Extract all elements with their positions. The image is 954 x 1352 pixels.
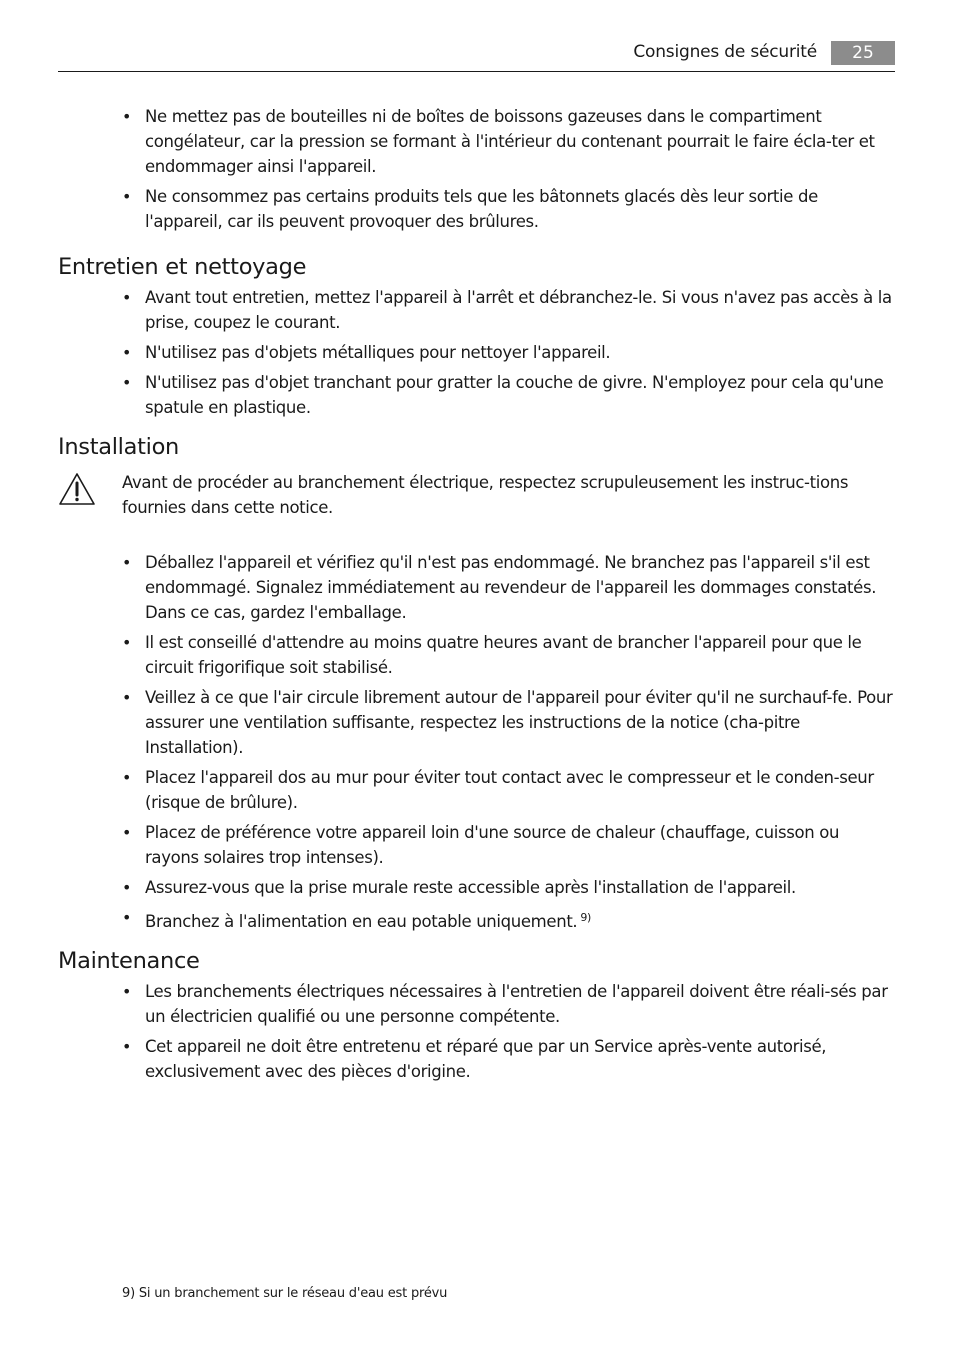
list-item: [58, 1034, 895, 1084]
list-item: [58, 104, 895, 179]
warning-triangle-icon: [58, 472, 96, 506]
footnote: 9) Si un branchement sur le réseau d'eau est prévu: [122, 1286, 448, 1301]
list-item-text: Les branchements électriques nécessaires à l'entretien de l'appareil doivent être réali-sés par un électricien qualifié ou une personne compétente.: [145, 982, 888, 1026]
list-item: [58, 340, 895, 365]
bullet-icon: •: [122, 633, 132, 652]
list-item: [58, 905, 895, 934]
list-item: [58, 184, 895, 234]
entretien-bullet-list: [58, 285, 895, 420]
section-heading-maintenance: Maintenance: [58, 948, 200, 974]
list-item-text: N'utilisez pas d'objets métalliques pour nettoyer l'appareil.: [145, 343, 611, 362]
installation-bullet-list: [58, 550, 895, 934]
bullet-icon: •: [122, 373, 132, 392]
bullet-icon: •: [122, 553, 132, 572]
list-item-text: Ne consommez pas certains produits tels que les bâtonnets glacés dès leur sortie de l'appareil, car ils peuvent provoquer des brûlures.: [145, 187, 818, 231]
warning-text: Avant de procéder au branchement électrique, respectez scrupuleusement les instruc-tions fournies dans cette notice.: [122, 473, 849, 517]
list-item: [58, 875, 895, 900]
list-item: [58, 370, 895, 420]
list-item-text: Cet appareil ne doit être entretenu et réparé que par un Service après-vente autorisé, exclusivement avec des pièces d'origine.: [145, 1037, 827, 1081]
bullet-icon: •: [122, 107, 132, 126]
bullet-icon: •: [122, 982, 132, 1001]
section-heading-installation: Installation: [58, 434, 180, 460]
list-item: [58, 685, 895, 760]
list-item-text: Ne mettez pas de bouteilles ni de boîtes de boissons gazeuses dans le compartiment congélateur, car la pression se formant à l'intérieur du contenant pourrait le faire écla-ter et endommager ainsi l'appareil.: [145, 107, 875, 176]
list-item: [58, 820, 895, 870]
footnote-reference: 9): [580, 911, 591, 924]
list-item-text: Placez l'appareil dos au mur pour éviter tout contact avec le compresseur et le conden-seur (risque de brûlure).: [145, 768, 874, 812]
header-title: Consignes de sécurité: [633, 42, 817, 62]
list-item-text: Assurez-vous que la prise murale reste accessible après l'installation de l'appareil.: [145, 878, 796, 897]
bullet-icon: •: [122, 878, 132, 897]
list-item: [58, 550, 895, 625]
list-item-text: Déballez l'appareil et vérifiez qu'il n'est pas endommagé. Ne branchez pas l'appareil s'il est endommagé. Signalez immédiatement au revendeur de l'appareil les dommages constatés. Dans ce cas, gardez l'emballage.: [145, 553, 877, 622]
section-heading-entretien: Entretien et nettoyage: [58, 254, 307, 280]
bullet-icon: •: [122, 187, 132, 206]
list-item-text: Veillez à ce que l'air circule librement autour de l'appareil pour éviter qu'il ne surchauf-fe. Pour assurer une ventilation suffisante, respectez les instructions de la notice (cha-pitre Installation).: [145, 688, 893, 757]
bullet-icon: •: [122, 908, 132, 927]
page-header: [58, 40, 895, 72]
list-item-text: N'utilisez pas d'objet tranchant pour gratter la couche de givre. N'employez pour cela qu'une spatule en plastique.: [145, 373, 884, 417]
list-item: [58, 979, 895, 1029]
maintenance-bullet-list: [58, 979, 895, 1084]
list-item: [58, 630, 895, 680]
bullet-icon: •: [122, 1037, 132, 1056]
bullet-icon: •: [122, 343, 132, 362]
list-item: [58, 765, 895, 815]
list-item-text: Branchez à l'alimentation en eau potable uniquement.: [145, 912, 578, 931]
bullet-icon: •: [122, 288, 132, 307]
intro-bullet-list: [58, 104, 895, 234]
page-content: [58, 104, 895, 1089]
list-item-text: Avant tout entretien, mettez l'appareil à l'arrêt et débranchez-le. Si vous n'avez pas accès à la prise, coupez le courant.: [145, 288, 892, 332]
bullet-icon: •: [122, 768, 132, 787]
warning-note: [58, 470, 895, 520]
list-item: [58, 285, 895, 335]
list-item-text: Il est conseillé d'attendre au moins quatre heures avant de brancher l'appareil pour que le circuit frigorifique soit stabilisé.: [145, 633, 862, 677]
list-item-text: Placez de préférence votre appareil loin d'une source de chaleur (chauffage, cuisson ou rayons solaires trop intenses).: [145, 823, 840, 867]
bullet-icon: •: [122, 823, 132, 842]
bullet-icon: •: [122, 688, 132, 707]
page-number: 25: [831, 41, 895, 65]
